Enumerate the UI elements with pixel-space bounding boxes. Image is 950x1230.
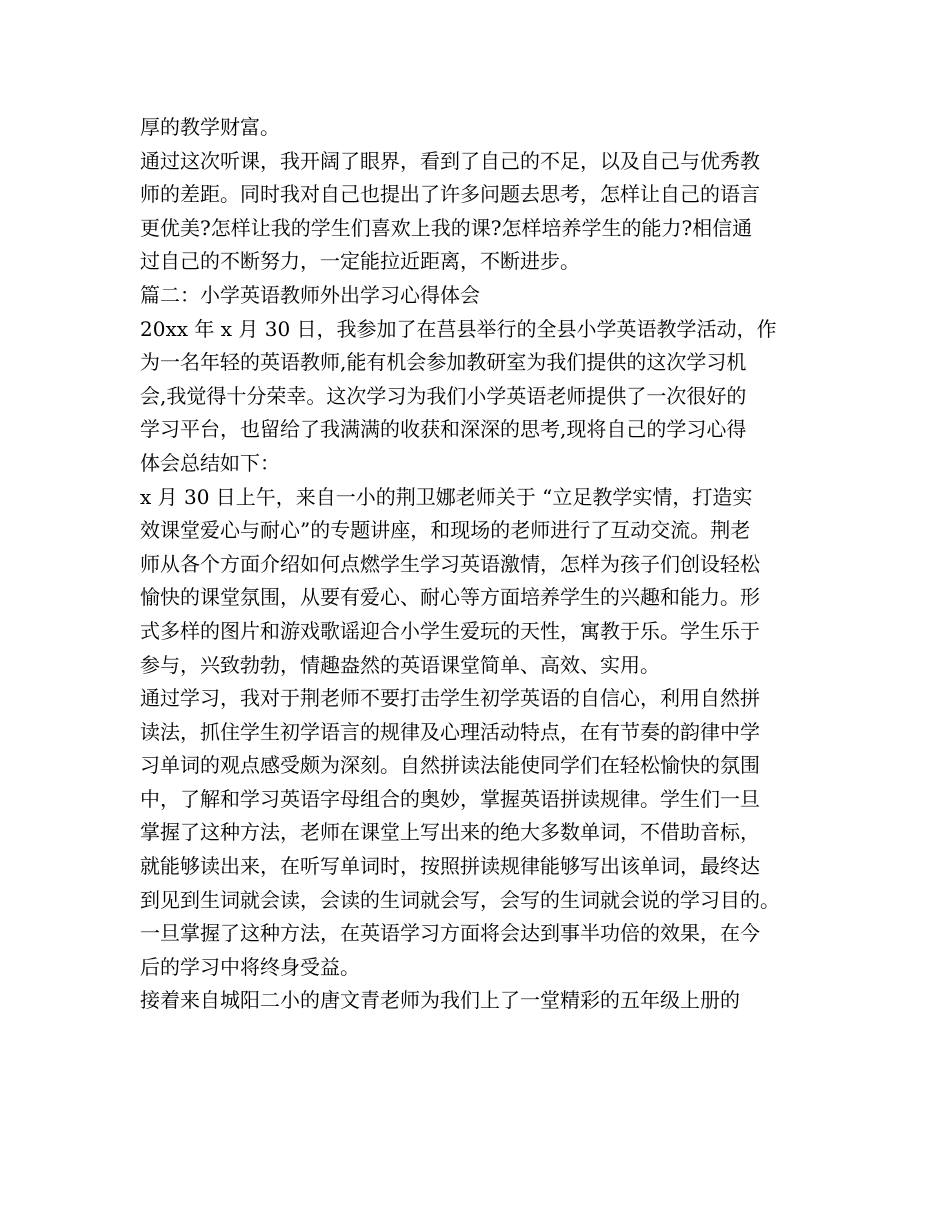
text-line: 一旦掌握了这种方法，在英语学习方面将会达到事半功倍的效果，在今 bbox=[140, 921, 760, 946]
text-line: 习单词的观点感受颇为深刻。自然拼读法能使同学们在轻松愉快的氛围 bbox=[140, 753, 760, 778]
text-line: 师从各个方面介绍如何点燃学生学习英语激情，怎样为孩子们创设轻松 bbox=[140, 551, 760, 576]
text-line: 就能够读出来，在听写单词时，按照拼读规律能够写出该单词，最终达 bbox=[140, 854, 760, 879]
document-body bbox=[140, 111, 830, 1018]
text-line: 通过这次听课，我开阔了眼界，看到了自己的不足，以及自己与优秀教 bbox=[140, 148, 760, 173]
text-line: 体会总结如下： bbox=[140, 450, 280, 475]
text-line: 中，了解和学习英语字母组合的奥妙，掌握英语拼读规律。学生们一旦 bbox=[140, 786, 760, 811]
text-line: 式多样的图片和游戏歌谣迎合小学生爱玩的天性，寓教于乐。学生乐于 bbox=[140, 618, 760, 643]
text-line: 到见到生词就会读，会读的生词就会写，会写的生词就会说的学习目的。 bbox=[140, 887, 780, 912]
text-line: 掌握了这种方法，老师在课堂上写出来的绝大多数单词，不借助音标， bbox=[140, 820, 760, 845]
text-line: 更优美?怎样让我的学生们喜欢上我的课?怎样培养学生的能力?相信通 bbox=[140, 215, 753, 240]
text-line: 过自己的不断努力，一定能拉近距离，不断进步。 bbox=[140, 249, 580, 274]
text-line: 通过学习，我对于荆老师不要打击学生初学英语的自信心，利用自然拼 bbox=[140, 686, 760, 711]
text-line: 学习平台，也留给了我满满的收获和深深的思考,现将自己的学习心得 bbox=[140, 417, 747, 442]
text-line: 读法，抓住学生初学语言的规律及心理活动特点，在有节奏的韵律中学 bbox=[140, 719, 760, 744]
text-line: 愉快的课堂氛围，从要有爱心、耐心等方面培养学生的兴趣和能力。形 bbox=[140, 585, 760, 610]
text-line: 后的学习中将终身受益。 bbox=[140, 954, 360, 979]
text-line: 厚的教学财富。 bbox=[140, 115, 280, 139]
text-line: 效课堂爱心与耐心”的专题讲座，和现场的老师进行了互动交流。荆老 bbox=[140, 518, 751, 543]
text-line: 师的差距。同时我对自己也提出了许多问题去思考，怎样让自己的语言 bbox=[140, 182, 760, 207]
text-line: 接着来自城阳二小的唐文青老师为我们上了一堂精彩的五年级上册的 bbox=[140, 988, 740, 1013]
text-line: 会,我觉得十分荣幸。这次学习为我们小学英语老师提供了一次很好的 bbox=[140, 383, 747, 408]
text-line: 20xx 年 x 月 30 日，我参加了在莒县举行的全县小学英语教学活动，作 bbox=[140, 316, 777, 341]
text-line: x 月 30 日上午，来自一小的荆卫娜老师关于 “立足教学实情，打造实 bbox=[140, 484, 753, 509]
text-line: 篇二：小学英语教师外出学习心得体会 bbox=[140, 282, 480, 307]
text-line: 参与，兴致勃勃，情趣盎然的英语课堂简单、高效、实用。 bbox=[140, 652, 660, 677]
text-line: 为一名年轻的英语教师,能有机会参加教研室为我们提供的这次学习机 bbox=[140, 350, 747, 375]
